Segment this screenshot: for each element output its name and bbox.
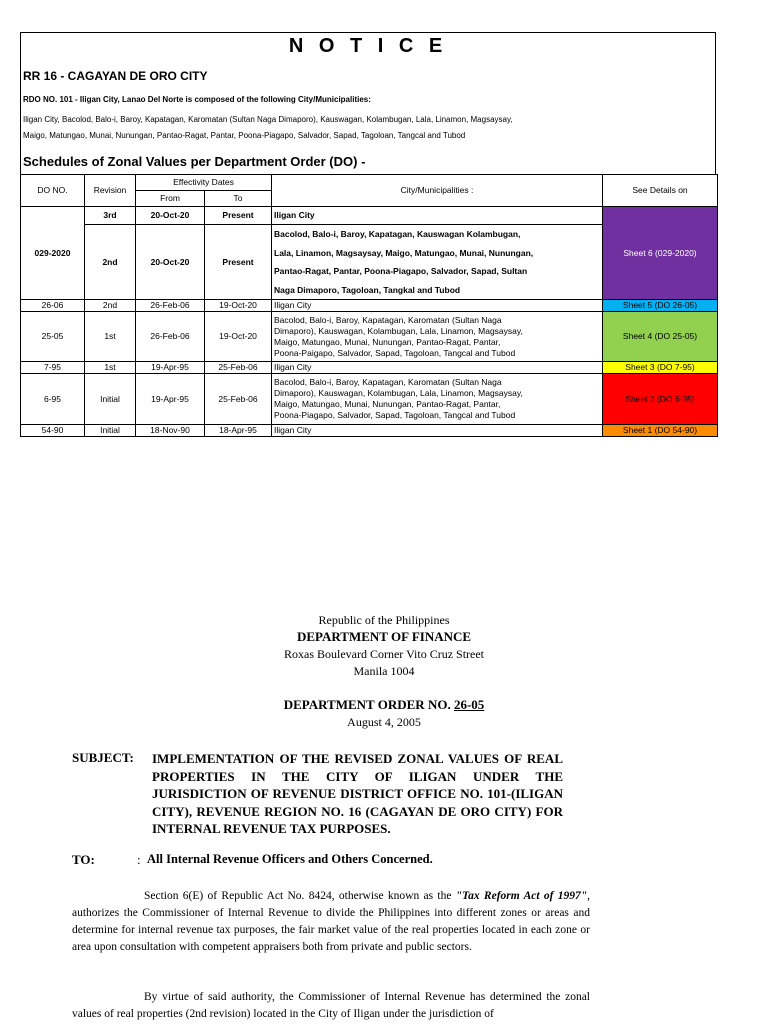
do-number-cell: 25-05: [21, 312, 85, 362]
city-line: Poona-Paigapo, Salvador, Sapad, Tagoloan, Tangcal and Tubod: [274, 347, 516, 358]
header-effectivity-dates: Effectivity Dates: [136, 175, 272, 191]
table-row: [21, 207, 718, 225]
header-do-no: DO NO.: [21, 175, 85, 207]
to-date-cell: Present: [205, 225, 272, 300]
header-from: From: [136, 191, 205, 207]
republic-line: Republic of the Philippines: [318, 613, 450, 627]
sheet-link-029-2020[interactable]: Sheet 6 (029-2020): [603, 207, 718, 300]
notice-title: N O T I C E: [288, 35, 448, 57]
city-line: Dimaporo), Kauswagan, Kolambugan, Lala, Linamon, Magsaysay,: [274, 325, 523, 336]
rdo-description: RDO NO. 101 - Iligan City, Lanao Del Norte is composed of the following City/Municipalities:: [23, 95, 371, 104]
city-line: Maigo, Matungao, Munai, Nunungan, Pantao-Ragat, Pantar,: [274, 399, 501, 409]
city-cell: Iligan City: [272, 425, 603, 437]
to-date-cell: 18-Apr-95: [205, 425, 272, 437]
city-line: Pantao-Ragat, Pantar, Poona-Piagapo, Salvador, Sapad, Sultan: [274, 266, 528, 276]
to-date-cell: 19-Oct-20: [205, 312, 272, 362]
zonal-values-table: [20, 174, 718, 437]
from-date-cell: 20-Oct-20: [136, 225, 205, 300]
city-cell: [272, 225, 603, 300]
header-see-details-on: See Details on: [603, 175, 718, 207]
city-line: Maigo, Matungao, Munai, Nunungan, Pantao-Ragat, Pantar,: [274, 336, 501, 347]
department-name: DEPARTMENT OF FINANCE: [296, 629, 472, 644]
from-date-cell: 26-Feb-06: [136, 300, 205, 312]
department-order-number: [0, 697, 768, 713]
revision-cell: Initial: [85, 425, 136, 437]
subject-text: IMPLEMENTATION OF THE REVISED ZONAL VALUES OF REAL PROPERTIES IN THE CITY OF ILIGAN UNDER THE JURISDICTION OF REVENUE DISTRICT OFFICE NO. 101-(ILIGAN CITY), REVENUE REGION NO. 16 (CAGAYAN DE ORO CITY) FOR INTERNAL REVENUE TAX PURPOSES.: [152, 751, 563, 836]
from-date-cell: 19-Apr-95: [136, 362, 205, 374]
do-number-cell: 26-06: [21, 300, 85, 312]
table-row: [21, 300, 718, 312]
do-number-cell: 029-2020: [21, 207, 85, 300]
revision-cell: 1st: [85, 362, 136, 374]
city-cell: [272, 312, 603, 362]
paragraph-2-text: By virtue of said authority, the Commissioner of Internal Revenue has determined the zonal values of real properties (2nd revision) located in the City of Iligan under the jurisdiction of: [72, 991, 590, 1020]
municipalities-list-line-1: Iligan City, Bacolod, Balo-i, Baroy, Kapatagan, Karomatan (Sultan Naga Dimaporo), Kauswagan, Kolambugan, Lala, Linamon, Magsaysay,: [23, 115, 513, 124]
city-line: Dimaporo), Kauswagan, Kolambugan, Lala, Linamon, Magsaysay,: [274, 388, 523, 398]
paragraph-1: [72, 888, 590, 956]
to-colon: :: [137, 852, 141, 867]
city-line: Bacolod, Balo-i, Baroy, Kapatagan, Kauswagan Kolambugan,: [274, 229, 521, 239]
do-prefix: DEPARTMENT ORDER NO.: [283, 697, 454, 712]
table-row: [21, 312, 718, 362]
sheet-link-54-90[interactable]: Sheet 1 (DO 54-90): [603, 425, 718, 437]
city-cell: [272, 374, 603, 425]
notice-header: [20, 32, 716, 174]
schedules-heading: Schedules of Zonal Values per Department Order (DO) -: [23, 154, 366, 169]
sheet-link-26-05[interactable]: Sheet 5 (DO 26-05): [603, 300, 718, 312]
header-city-municipalities: City/Municipalities :: [272, 175, 603, 207]
do-number-cell: 7-95: [21, 362, 85, 374]
to-date-cell: 25-Feb-06: [205, 362, 272, 374]
revenue-region-heading: RR 16 - CAGAYAN DE ORO CITY: [23, 69, 208, 83]
department-order-date: August 4, 2005: [347, 715, 421, 729]
department-city: Manila 1004: [353, 664, 415, 678]
sheet-link-25-05[interactable]: Sheet 4 (DO 25-05): [603, 312, 718, 362]
table-header-row: [21, 175, 718, 191]
header-revision: Revision: [85, 175, 136, 207]
revision-cell: 2nd: [85, 225, 136, 300]
sheet-link-7-95[interactable]: Sheet 3 (DO 7-95): [603, 362, 718, 374]
do-number-cell: 6-95: [21, 374, 85, 425]
paragraph-2: [72, 989, 590, 1023]
city-line: Naga Dimaporo, Tagoloan, Tangkal and Tubod: [274, 284, 461, 295]
do-number-cell: 54-90: [21, 425, 85, 437]
revision-cell: Initial: [85, 374, 136, 425]
revision-cell: 3rd: [85, 207, 136, 225]
to-recipients: All Internal Revenue Officers and Others Concerned.: [147, 852, 433, 866]
paragraph-1-rest: , authorizes the Commissioner of Internal Revenue to divide the Philippines into different zones or areas and determine for internal revenue tax purposes, the fair market value of the real properties located in each zone or area upon consultation with competent appraisers both from private and public sectors.: [72, 890, 590, 953]
from-date-cell: 19-Apr-95: [136, 374, 205, 425]
city-cell: Iligan City: [272, 300, 603, 312]
to-label: TO:: [72, 852, 95, 867]
revision-cell: 2nd: [85, 300, 136, 312]
paragraph-1-start: Section 6(E) of Republic Act No. 8424, otherwise known as the: [144, 890, 456, 902]
subject-label: SUBJECT:: [72, 750, 134, 765]
act-title: "Tax Reform Act of 1997": [455, 890, 588, 902]
city-cell: Iligan City: [272, 207, 603, 225]
from-date-cell: 18-Nov-90: [136, 425, 205, 437]
to-date-cell: Present: [205, 207, 272, 225]
do-number: 26-05: [453, 697, 485, 712]
table-row: [21, 374, 718, 425]
city-line: Bacolod, Balo-i, Baroy, Kapatagan, Karomatan (Sultan Naga: [274, 314, 502, 325]
to-date-cell: 19-Oct-20: [205, 300, 272, 312]
city-line: Bacolod, Balo-i, Baroy, Kapatagan, Karomatan (Sultan Naga: [274, 377, 502, 387]
table-row: [21, 425, 718, 437]
sheet-link-6-95[interactable]: Sheet 2 (DO 6-95): [603, 374, 718, 425]
to-date-cell: 25-Feb-06: [205, 374, 272, 425]
from-date-cell: 26-Feb-06: [136, 312, 205, 362]
city-line: Poona-Piagapo, Salvador, Sapad, Tagoloan, Tangcal and Tubod: [274, 410, 516, 420]
table-row: [21, 362, 718, 374]
header-to: To: [205, 191, 272, 207]
from-date-cell: 20-Oct-20: [136, 207, 205, 225]
revision-cell: 1st: [85, 312, 136, 362]
department-address: Roxas Boulevard Corner Vito Cruz Street: [283, 647, 485, 661]
city-line: Lala, Linamon, Magsaysay, Maigo, Matungao, Munai, Nunungan,: [274, 247, 534, 258]
municipalities-list-line-2: Maigo, Matungao, Munai, Nunungan, Pantao-Ragat, Pantar, Poona-Piagapo, Salvador, Sapad, Tagoloan, Tangcal and Tubod: [23, 131, 466, 140]
city-cell: Iligan City: [272, 362, 603, 374]
